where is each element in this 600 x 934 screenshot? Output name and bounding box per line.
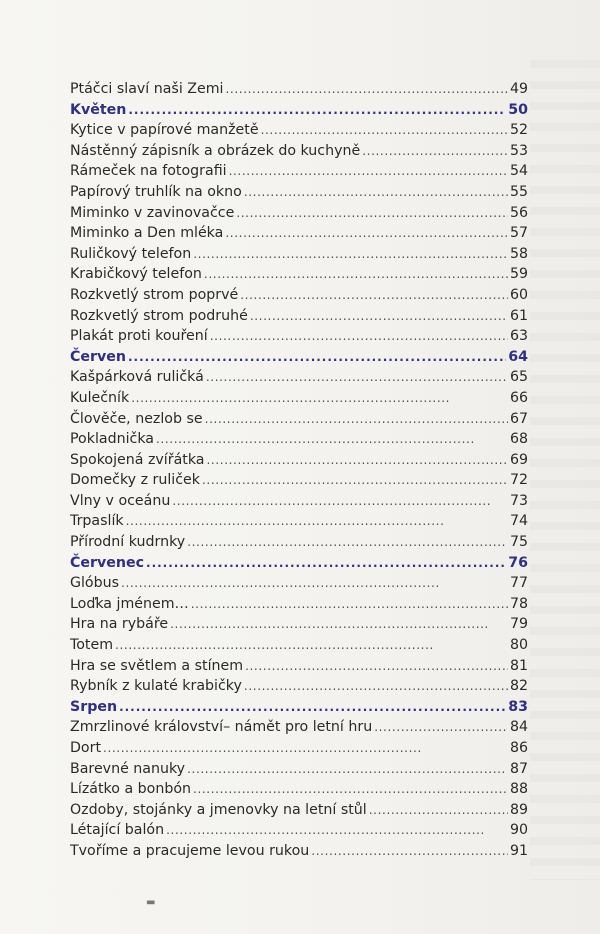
toc-entry-title: Přírodní kudrnky <box>70 534 186 551</box>
toc-page-number: 88 <box>509 781 528 798</box>
toc-page-number: 64 <box>508 348 528 365</box>
toc-entry-title: Dort <box>70 740 102 756</box>
toc-entry-title: Pokladnička <box>70 431 154 448</box>
toc-entry-title: Rybník z kulaté krabičky <box>70 678 242 695</box>
toc-page-number: 89 <box>509 801 528 818</box>
scan-mark: ▬ <box>146 897 156 908</box>
toc-entry <box>70 223 528 244</box>
toc-entry <box>70 141 528 162</box>
toc-dot-leader <box>187 759 508 780</box>
toc-dot-leader <box>191 594 508 615</box>
toc-entry <box>70 491 528 512</box>
toc-dot-leader <box>115 635 508 656</box>
toc-entry <box>70 326 528 347</box>
toc-dot-leader <box>362 141 508 162</box>
toc-entry-title: Spokojená zvířátka <box>70 451 205 468</box>
toc-dot-leader <box>146 553 506 574</box>
toc-entry-title: Totem <box>70 637 114 654</box>
toc-dot-leader <box>119 697 506 718</box>
toc-page-number: 90 <box>509 822 528 839</box>
toc-page-number: 54 <box>509 163 528 180</box>
toc-page-number: 73 <box>509 492 528 509</box>
toc-entry <box>70 120 528 141</box>
toc-entry-title: Glóbus <box>70 575 120 592</box>
toc-page-number: 76 <box>508 554 528 571</box>
toc-dot-leader <box>156 429 508 450</box>
toc-entry-title: Červenec <box>70 554 145 571</box>
toc-page-number: 68 <box>509 431 528 448</box>
toc-entry <box>70 573 528 594</box>
toc-entry <box>70 820 528 841</box>
toc-entry-title: Vlny v oceánu <box>70 492 171 509</box>
toc-entry <box>70 511 528 532</box>
toc-page-number: 49 <box>509 81 528 97</box>
toc-entry-title: Papírový truhlík na okno <box>70 183 242 200</box>
toc-entry-title: Loďka jménem… <box>70 595 189 612</box>
toc-entry-title: Létající balón <box>70 822 165 839</box>
toc-page-number: 80 <box>509 637 528 654</box>
toc-dot-leader <box>250 306 508 327</box>
toc-dot-leader <box>205 409 508 430</box>
toc-dot-leader <box>245 656 508 677</box>
toc-page-number: 58 <box>509 245 528 262</box>
toc-dot-leader <box>369 800 508 821</box>
toc-entry-title: Rozkvetlý strom podruhé <box>70 307 248 324</box>
toc-page-number: 78 <box>509 595 528 612</box>
toc-page-number: 61 <box>509 307 528 324</box>
toc-page-number: 83 <box>508 698 528 715</box>
toc-dot-leader <box>128 100 506 121</box>
toc-entry-title: Plakát proti kouření <box>70 328 208 345</box>
toc-dot-leader <box>103 738 508 759</box>
toc-page-number: 91 <box>509 842 528 859</box>
toc-entry <box>70 738 528 759</box>
toc-page-number: 57 <box>509 225 528 242</box>
bleed-through-shadow <box>530 60 600 880</box>
toc-page-number: 79 <box>509 616 528 633</box>
toc-entry <box>70 676 528 697</box>
toc-dot-leader <box>172 491 508 512</box>
toc-entry <box>70 79 528 100</box>
toc-dot-leader <box>240 285 508 306</box>
toc-dot-leader <box>225 79 507 100</box>
toc-dot-leader <box>128 347 506 368</box>
toc-page-number: 69 <box>509 451 528 468</box>
toc-entry <box>70 470 528 491</box>
toc-entry <box>70 594 528 615</box>
toc-page-number: 63 <box>509 328 528 345</box>
toc-entry-title: Trpaslík <box>70 513 124 530</box>
table-of-contents <box>70 79 528 862</box>
toc-dot-leader <box>236 203 508 224</box>
toc-entry-title: Srpen <box>70 698 118 715</box>
toc-page-number: 81 <box>509 657 528 674</box>
toc-page-number: 84 <box>509 719 528 736</box>
toc-entry <box>70 635 528 656</box>
toc-entry-title: Nástěnný zápisník a obrázek do kuchyně <box>70 142 361 159</box>
toc-entry <box>70 800 528 821</box>
toc-entry-title: Ruličkový telefon <box>70 245 192 262</box>
toc-entry <box>70 409 528 430</box>
toc-page-number: 52 <box>509 122 528 139</box>
toc-entry <box>70 717 528 738</box>
toc-dot-leader <box>187 532 508 553</box>
toc-page-number: 55 <box>509 183 528 200</box>
toc-entry-title: Barevné nanuky <box>70 760 186 777</box>
toc-entry-title: Rozkvetlý strom poprvé <box>70 286 239 303</box>
toc-section-heading <box>70 697 528 718</box>
toc-page-number: 53 <box>509 142 528 159</box>
toc-entry <box>70 244 528 265</box>
toc-dot-leader <box>131 388 508 409</box>
toc-page-number: 56 <box>509 204 528 221</box>
toc-entry-title: Rámeček na fotografii <box>70 163 227 180</box>
toc-entry-title: Kulečník <box>70 389 130 406</box>
toc-dot-leader <box>206 367 508 388</box>
toc-entry <box>70 161 528 182</box>
toc-page-number: 75 <box>509 534 528 551</box>
toc-dot-leader <box>261 120 508 141</box>
toc-dot-leader <box>202 470 508 491</box>
toc-entry <box>70 779 528 800</box>
toc-entry <box>70 450 528 471</box>
toc-dot-leader <box>170 614 508 635</box>
toc-page-number: 72 <box>509 472 528 489</box>
toc-entry-title: Hra se světlem a stínem <box>70 657 244 674</box>
toc-entry-title: Hra na rybáře <box>70 616 169 633</box>
toc-dot-leader <box>193 779 508 800</box>
toc-page-number: 82 <box>509 678 528 695</box>
toc-entry-title: Ozdoby, stojánky a jmenovky na letní stůl <box>70 801 367 818</box>
toc-entry <box>70 388 528 409</box>
toc-entry-title: Červen <box>70 348 127 365</box>
toc-section-heading <box>70 553 528 574</box>
toc-dot-leader <box>225 223 508 244</box>
toc-entry-title: Miminko a Den mléka <box>70 225 224 242</box>
toc-entry <box>70 367 528 388</box>
toc-entry <box>70 656 528 677</box>
toc-dot-leader <box>126 511 508 532</box>
toc-dot-leader <box>311 841 508 862</box>
toc-entry-title: Kašpárková ruličká <box>70 369 204 386</box>
toc-entry <box>70 203 528 224</box>
toc-entry-title: Domečky z ruliček <box>70 472 200 489</box>
toc-entry <box>70 841 528 862</box>
toc-dot-leader <box>244 676 508 697</box>
toc-dot-leader <box>204 264 508 285</box>
toc-entry-title: Zmrzlinové království– námět pro letní hru <box>70 719 373 736</box>
toc-entry-title: Tvoříme a pracujeme levou rukou <box>70 842 310 859</box>
toc-entry <box>70 264 528 285</box>
toc-page-number: 66 <box>509 389 528 406</box>
toc-entry-title: Květen <box>70 101 127 118</box>
toc-entry <box>70 306 528 327</box>
toc-entry <box>70 759 528 780</box>
toc-dot-leader <box>374 717 508 738</box>
toc-entry <box>70 182 528 203</box>
toc-page-number: 60 <box>509 286 528 303</box>
toc-dot-leader <box>206 450 507 471</box>
toc-entry-title: Lízátko a bonbón <box>70 781 192 798</box>
toc-page-number: 77 <box>509 575 528 592</box>
toc-page-number: 67 <box>509 410 528 427</box>
toc-entry-title: Kytice v papírové manžetě <box>70 122 259 139</box>
toc-entry <box>70 614 528 635</box>
toc-entry <box>70 532 528 553</box>
toc-page-number: 65 <box>509 369 528 386</box>
toc-entry-title: Miminko v zavinovačce <box>70 204 235 221</box>
toc-entry-title: Krabičkový telefon <box>70 266 202 283</box>
toc-dot-leader <box>193 244 508 265</box>
toc-section-heading <box>70 347 528 368</box>
toc-dot-leader <box>121 573 508 594</box>
toc-page-number: 59 <box>509 266 528 283</box>
toc-page-number: 74 <box>509 513 528 530</box>
toc-entry <box>70 285 528 306</box>
toc-page-number: 50 <box>508 101 528 118</box>
toc-dot-leader <box>210 326 508 347</box>
toc-entry <box>70 429 528 450</box>
toc-dot-leader <box>166 820 508 841</box>
toc-section-heading <box>70 100 528 121</box>
toc-page-number: 86 <box>509 740 528 756</box>
toc-dot-leader <box>244 182 508 203</box>
toc-dot-leader <box>229 161 508 182</box>
toc-entry-title: Člověče, nezlob se <box>70 410 203 427</box>
toc-page-number: 87 <box>509 760 528 777</box>
toc-entry-title: Ptáčci slaví naši Zemi <box>70 81 224 97</box>
